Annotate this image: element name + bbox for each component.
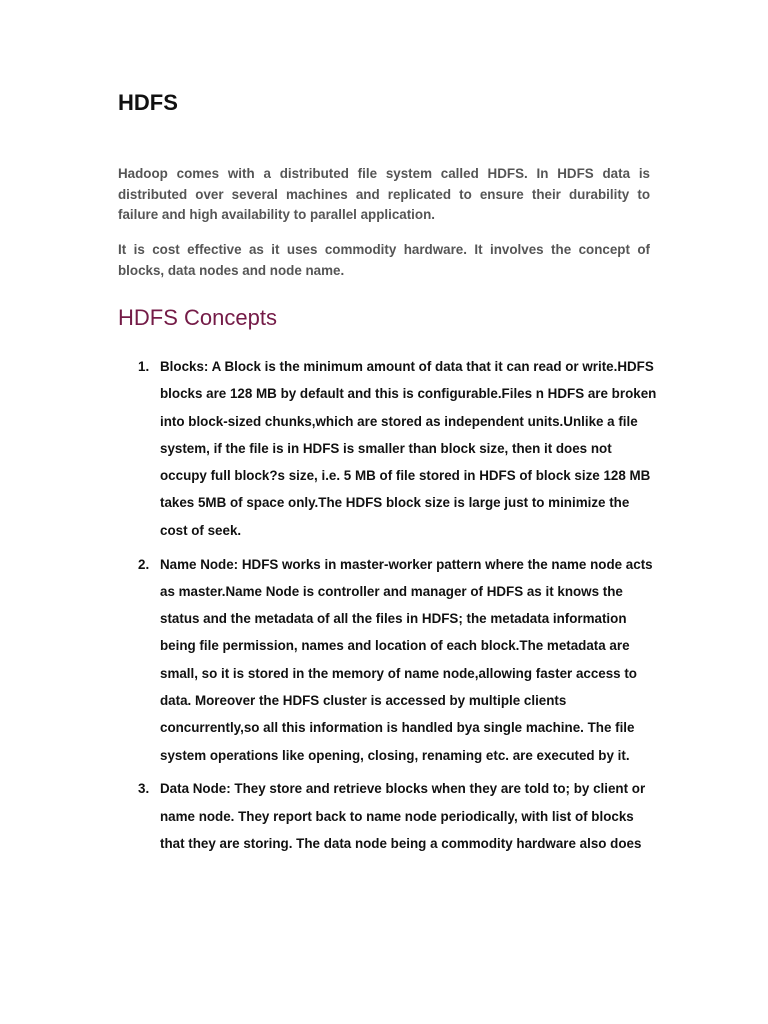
list-item-number: 1.	[138, 359, 150, 374]
list-item-number: 2.	[138, 556, 150, 572]
list-item-text: Blocks: A Block is the minimum amount of data that it can read or write.HDFS blocks are 128 MB by default and this is configurable.Files n HDFS are broken into block-sized chunks,which are stored as independent units.Unlike a file system, if the file is in HDFS is smaller than block size, then it does not occupy full block?s size, i.e. 5 MB of file stored in HDFS of block size 128 MB takes 5MB of space only.The HDFS block size is large just to minimize the cost of seek.	[160, 359, 657, 538]
intro-paragraph: It is cost effective as it uses commodity hardware. It involves the concept of blocks, data nodes and node name.	[118, 242, 650, 278]
list-item-text: Name Node: HDFS works in master-worker pattern where the name node acts as master.Name Node is controller and manager of HDFS as it knows the status and the metadata of all the files in HDFS; the metadata information being file permission, names and location of each block.The metadata are small, so it is stored in the memory of name node,allowing faster access to data. Moreover the HDFS cluster is accessed by multiple clients concurrently,so all this information is handled bya single machine. The file system operations like opening, closing, renaming etc. are executed by it.	[160, 556, 653, 763]
intro-paragraph: Hadoop comes with a distributed file system called HDFS. In HDFS data is distributed over several machines and replicated to ensure their durability to failure and high availability to parallel application.	[118, 166, 650, 222]
concepts-list	[118, 353, 658, 864]
list-item-data-node	[118, 775, 658, 857]
list-item-name-node	[118, 551, 658, 769]
section-heading: HDFS Concepts	[118, 305, 277, 330]
list-item-number: 3.	[138, 781, 150, 797]
document-title: HDFS	[118, 90, 178, 115]
list-item-text: Data Node: They store and retrieve blocks when they are told to; by client or name node. They report back to name node periodically, with list of blocks that they are storing. The data node being a commodity hardware also does	[160, 781, 646, 852]
list-item-blocks	[118, 353, 658, 544]
